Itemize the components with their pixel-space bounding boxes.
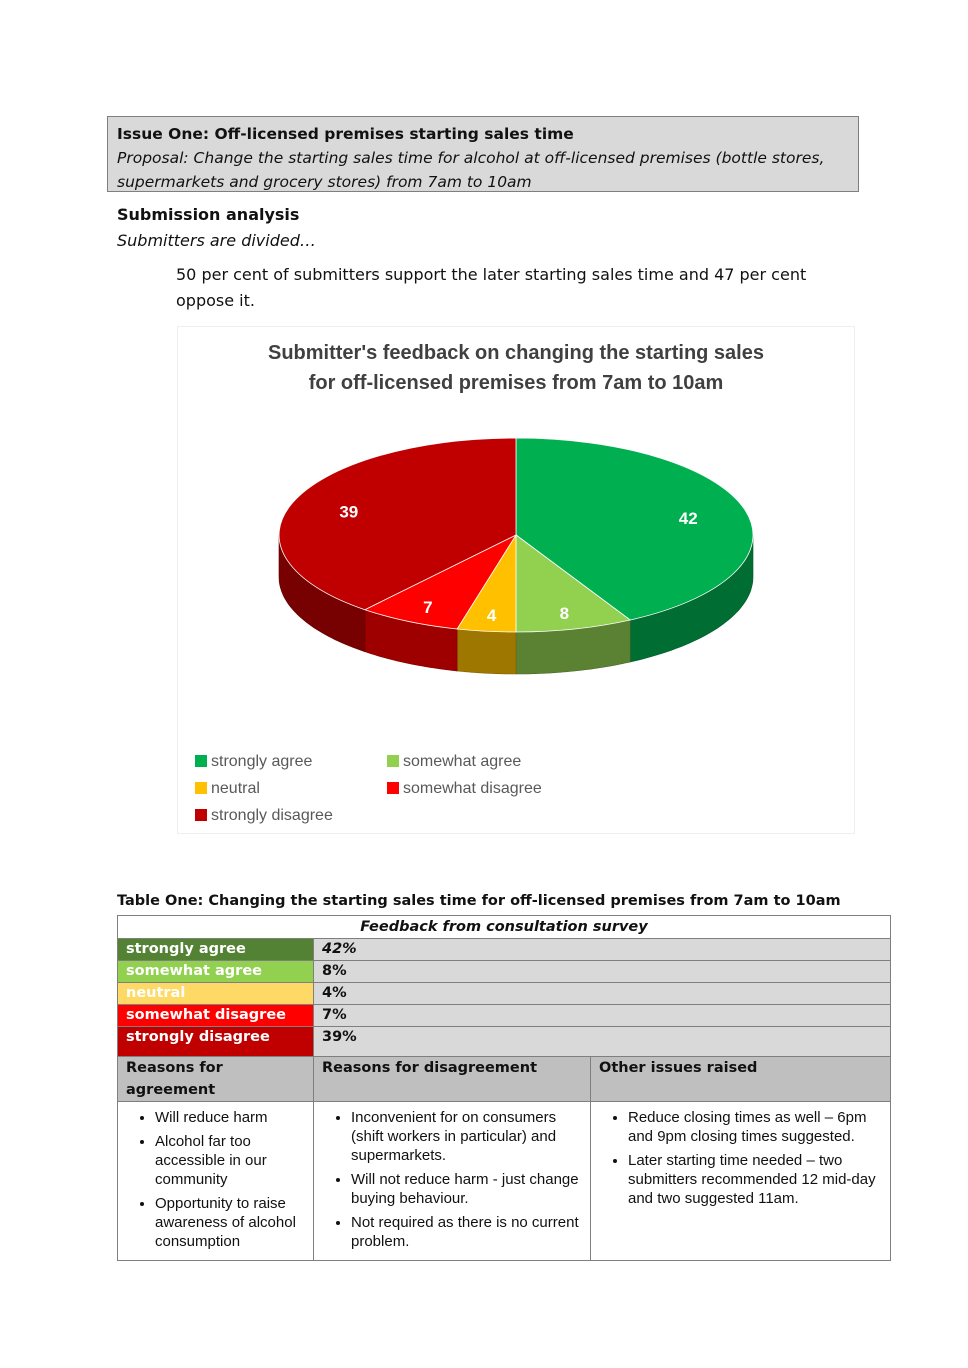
legend-swatch	[387, 755, 399, 767]
table-row	[118, 961, 891, 983]
analysis-heading: Submission analysis	[117, 205, 300, 224]
agreement-cell	[118, 1102, 314, 1261]
data-label: 39	[339, 502, 359, 522]
legend-swatch	[195, 782, 207, 794]
list-item: • Opportunity to raise awareness of alcohol consumption	[155, 1194, 307, 1251]
data-label: 8	[559, 604, 570, 623]
legend-label: neutral	[211, 780, 260, 797]
pie-chart-svg	[178, 327, 856, 835]
data-label: 7	[423, 597, 433, 617]
feedback-table	[117, 915, 891, 1261]
pie-side-neutral	[457, 629, 516, 674]
agreement-list	[124, 1108, 307, 1251]
issue-box	[107, 116, 859, 192]
table-row	[118, 1027, 891, 1057]
data-label: 42	[678, 508, 698, 528]
table-caption: Feedback from consultation survey	[118, 916, 891, 939]
list-item: • Reduce closing times as well – 6pm and 9pm closing times suggested.	[628, 1108, 884, 1146]
list-item: • Later starting time needed – two submitters recommended 12 mid-day and two suggested 11am.	[628, 1151, 884, 1208]
list-item: • Inconvenient for on consumers (shift workers in particular) and supermarkets.	[351, 1108, 584, 1165]
row-value: 42%	[314, 939, 891, 961]
legend-label: strongly disagree	[211, 807, 333, 824]
issue-proposal: Proposal: Change the starting sales time for alcohol at off-licensed premises (bottle stores, supermarkets and grocery stores) from 7am to 10am	[117, 149, 825, 191]
row-label: strongly agree	[118, 939, 314, 961]
other-list	[597, 1108, 884, 1208]
legend-label: somewhat agree	[403, 753, 522, 770]
table-row	[118, 983, 891, 1005]
legend-label: somewhat disagree	[403, 780, 542, 797]
issue-title: Issue One: Off-licensed premises starting sales time	[117, 125, 574, 143]
chart-title-line: Submitter's feedback on changing the starting sales	[268, 342, 764, 364]
table-row	[118, 1005, 891, 1027]
list-item: • Will reduce harm	[155, 1108, 307, 1127]
header-other: Other issues raised	[591, 1057, 891, 1102]
row-label: neutral	[118, 983, 314, 1005]
row-value: 39%	[314, 1027, 891, 1057]
table-row	[118, 939, 891, 961]
legend-swatch	[195, 755, 207, 767]
list-item: • Alcohol far too accessible in our community	[155, 1132, 307, 1189]
list-item: • Not required as there is no current problem.	[351, 1213, 584, 1251]
row-value: 4%	[314, 983, 891, 1005]
other-cell	[591, 1102, 891, 1261]
pie-chart	[177, 326, 855, 834]
row-label: somewhat disagree	[118, 1005, 314, 1027]
row-label: strongly disagree	[118, 1027, 314, 1057]
row-label: somewhat agree	[118, 961, 314, 983]
legend-label: strongly agree	[211, 753, 313, 770]
table-title: Table One: Changing the starting sales time for off-licensed premises from 7am to 10am	[117, 893, 841, 909]
data-label: 4	[486, 605, 497, 625]
chart-title-line: for off-licensed premises from 7am to 10am	[308, 372, 724, 394]
disagreement-cell	[314, 1102, 591, 1261]
disagreement-list	[320, 1108, 584, 1251]
row-value: 7%	[314, 1005, 891, 1027]
legend-swatch	[195, 809, 207, 821]
legend-swatch	[387, 782, 399, 794]
row-value: 8%	[314, 961, 891, 983]
analysis-paragraph: 50 per cent of submitters support the later starting sales time and 47 per cent oppose it.	[176, 265, 807, 310]
analysis-subheading: Submitters are divided…	[117, 231, 316, 250]
header-disagreement: Reasons for disagreement	[314, 1057, 591, 1102]
header-agreement: Reasons for agreement	[118, 1057, 314, 1102]
list-item: • Will not reduce harm - just change buying behaviour.	[351, 1170, 584, 1208]
